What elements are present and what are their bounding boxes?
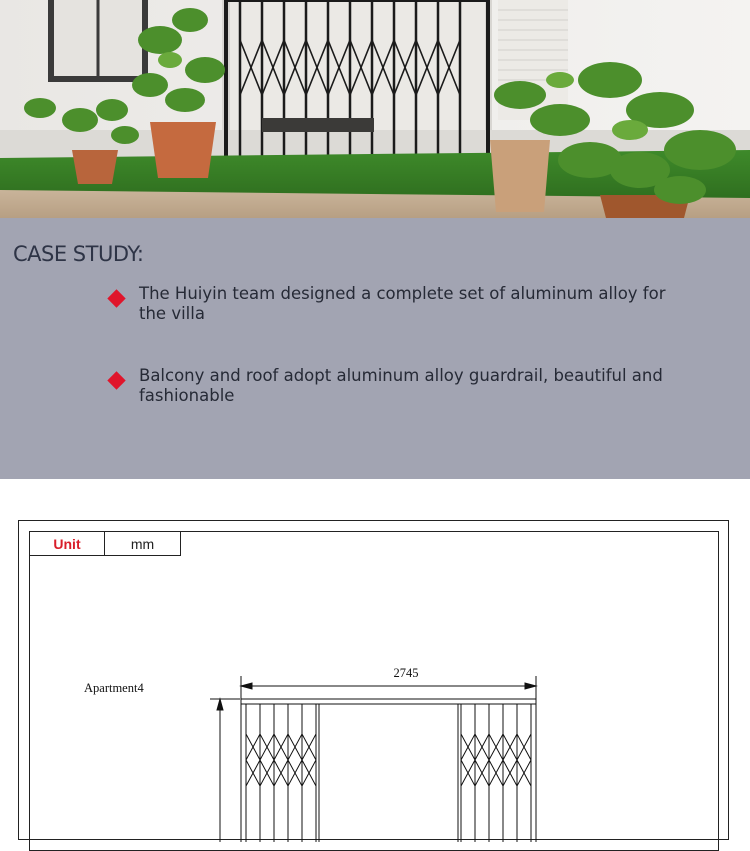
hero-photo <box>0 0 750 218</box>
technical-drawing <box>18 520 729 840</box>
red-diamond-icon <box>107 371 125 389</box>
case-study-section <box>0 218 750 479</box>
case-study-title: CASE STUDY: <box>13 242 144 266</box>
bullet-text: Balcony and roof adopt aluminum alloy guardrail, beautiful and fashionable <box>139 366 663 405</box>
drawing-frame <box>29 531 719 851</box>
width-dimension-label: 2745 <box>393 666 419 680</box>
gate-elevation-drawing <box>30 532 720 842</box>
villa-gate-illustration <box>0 0 750 218</box>
bullet-text: The Huiyin team designed a complete set of aluminum alloy for the villa <box>139 284 666 323</box>
unit-label: Unit <box>30 532 105 555</box>
red-diamond-icon <box>107 289 125 307</box>
apartment-label: Apartment4 <box>84 681 144 695</box>
unit-value: mm <box>130 535 155 552</box>
